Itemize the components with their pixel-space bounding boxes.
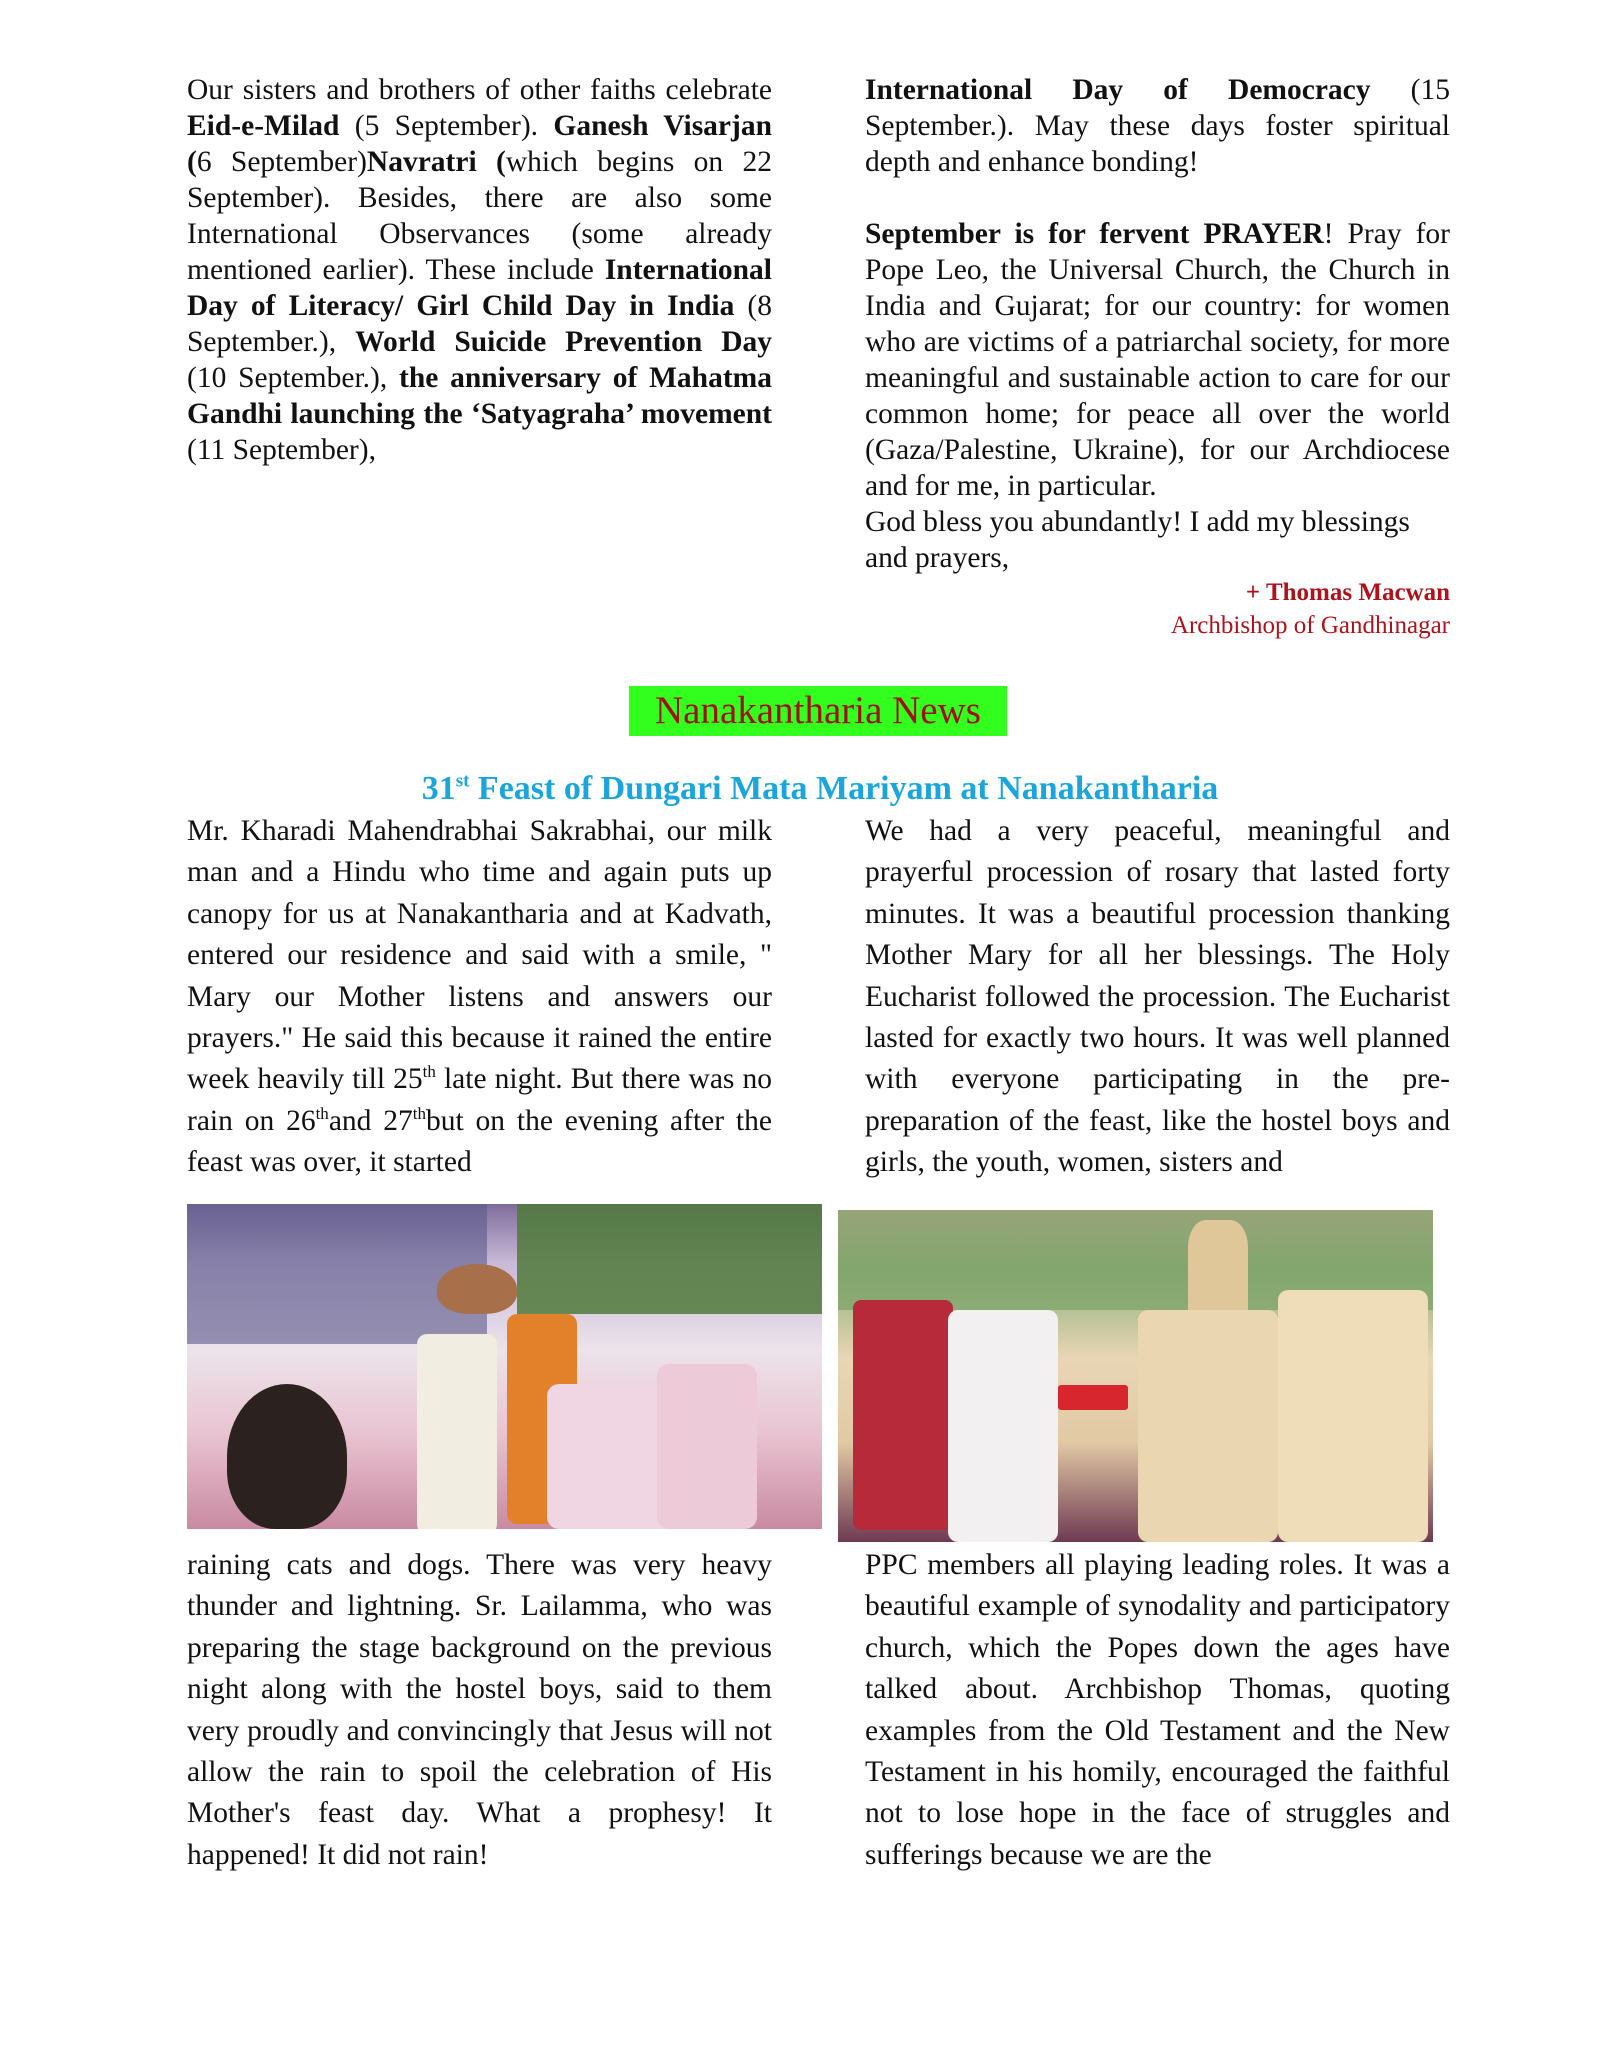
text-run: Mr. Kharadi Mahendrabhai Sakrabhai, our milk man and a Hindu who time and again puts up canopy for us at Nanakantharia and at Kadvath, entered our residence and said with a smile, " Mary our Mother listens and answers our prayers." He said this because it rained the entire week heavily till 25 — [187, 815, 772, 1096]
bold-run: World Suicide Prevention Day — [355, 326, 772, 358]
letter-right-column — [865, 72, 1450, 576]
server-shape — [657, 1364, 757, 1529]
ordinal: th — [315, 1104, 329, 1124]
article-left-column-top — [187, 811, 772, 1184]
ordinal: th — [422, 1062, 436, 1082]
text-run: but on the evening after the feast was over, it started — [187, 1104, 772, 1179]
bold-run: the anniversary of Mahatma Gandhi launching the ‘Satyagraha’ movement — [187, 362, 772, 430]
title-text: Feast of Dungari Mata Mariyam at Nanakantharia — [469, 770, 1219, 807]
bold-run: International Day of Democracy — [865, 74, 1371, 106]
democracy-paragraph — [865, 72, 1450, 180]
feast-photo-greeting — [187, 1204, 822, 1529]
observances-paragraph — [187, 72, 772, 468]
elderly-man-shape — [417, 1334, 497, 1529]
text-run: (5 September). — [339, 110, 554, 142]
signature-title: Archbishop of Gandhinagar — [1170, 612, 1450, 639]
red-box-shape — [1058, 1385, 1128, 1410]
ordinal: th — [412, 1104, 426, 1124]
text-run: late night. But there was no rain on 26 — [187, 1063, 772, 1137]
archbishop-shape — [1138, 1310, 1278, 1542]
girls-shape — [853, 1300, 953, 1530]
priest-shape — [1278, 1290, 1428, 1542]
article-title — [0, 770, 1600, 808]
paragraph-gap — [865, 180, 1450, 216]
article-right-column-bottom — [865, 1545, 1450, 1876]
text-run: (8 September.), — [187, 290, 772, 358]
letter-left-column — [187, 72, 772, 468]
bold-run: Navratri ( — [366, 146, 506, 178]
palanquin-shape — [437, 1264, 517, 1314]
girl-hair-shape — [227, 1384, 347, 1529]
title-ordinal: st — [455, 770, 470, 792]
title-number: 31 — [421, 770, 456, 807]
text-run: (10 September.), — [187, 362, 400, 394]
building-shape — [187, 1204, 487, 1344]
blessing-paragraph: God bless you abundantly! I add my blessings and prayers, — [865, 506, 1410, 574]
bold-run: September is for fervent PRAYER — [865, 218, 1324, 250]
text-run: (11 September), — [187, 434, 376, 466]
article-left-column-bottom — [187, 1545, 772, 1876]
trees-shape — [517, 1204, 822, 1314]
text-run: 6 September) — [196, 146, 367, 178]
prayer-paragraph — [865, 216, 1450, 504]
section-banner: Nanakantharia News — [629, 686, 1007, 736]
article-right-column-top — [865, 811, 1450, 1184]
feast-photo-blessing — [838, 1210, 1433, 1542]
synodality-paragraph: PPC members all playing leading roles. It was a beautiful example of synodality and participatory church, which the Popes down the ages have talked about. Archbishop Thomas, quoting examples from the Old Testament and the New Testament in his homily, encouraged the faithful not to lose hope in the face of struggles and sufferings because we are the — [865, 1549, 1450, 1871]
text-run: Our sisters and brothers of other faiths celebrate — [187, 74, 772, 106]
text-run: which begins on 22 September). Besides, there are also some International Observances (some already mentioned earlier). These include — [187, 146, 772, 286]
text-run: (15 September.). May these days foster spiritual depth and enhance bonding! — [865, 74, 1450, 178]
mitre-shape — [1188, 1220, 1248, 1310]
signature-name: + Thomas Macwan — [1245, 579, 1450, 606]
bold-run: Eid-e-Milad — [187, 110, 340, 142]
rain-paragraph: raining cats and dogs. There was very heavy thunder and lightning. Sr. Lailamma, who was preparing the stage background on the previous night along with the hostel boys, said to them very proudly and convincingly that Jesus will not allow the rain to spoil the celebration of His Mother's feast day. What a prophesy! It happened! It did not rain! — [187, 1549, 772, 1871]
man-white-shirt-shape — [948, 1310, 1058, 1542]
text-run: ! Pray for Pope Leo, the Universal Church, the Church in India and Gujarat; for our country: for women who are victims of a patriarchal society, for more meaningful and sustainable action to care for our common home; for peace all over the world (Gaza/Palestine, Ukraine), for our Archdiocese and for me, in particular. — [865, 218, 1450, 502]
milkman-paragraph — [187, 811, 772, 1184]
text-run: and 27 — [328, 1104, 413, 1137]
bold-run: International Day of Literacy/ Girl Child Day in India — [187, 254, 772, 322]
bold-run: Ganesh Visarjan ( — [187, 110, 772, 178]
procession-paragraph: We had a very peaceful, meaningful and prayerful procession of rosary that lasted forty minutes. It was a beautiful procession thanking Mother Mary for all her blessings. The Holy Eucharist followed the procession. The Eucharist lasted for exactly two hours. It was well planned with everyone participating in the pre-preparation of the feast, like the hostel boys and girls, the youth, women, sisters and — [865, 815, 1450, 1179]
